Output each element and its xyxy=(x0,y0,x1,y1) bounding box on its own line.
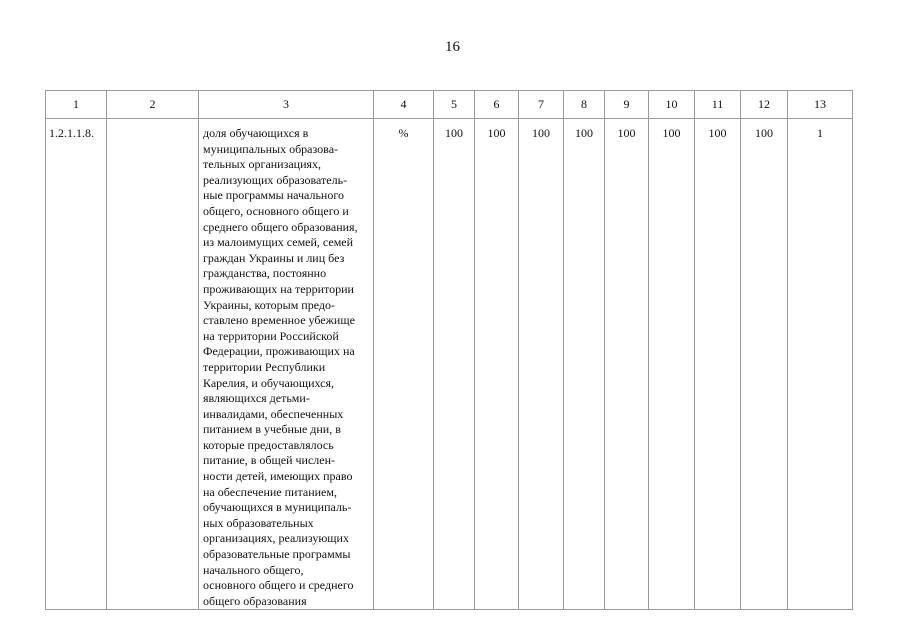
description-line: питание, в общей числен- xyxy=(203,453,336,468)
row-value: 100 xyxy=(564,119,605,610)
row-value: 100 xyxy=(649,119,695,610)
indicators-table xyxy=(45,90,853,610)
description-line: проживающих на территории xyxy=(203,281,354,296)
description-line: реализующих образователь- xyxy=(203,172,348,187)
header-cell: 10 xyxy=(649,91,695,119)
header-cell: 9 xyxy=(605,91,649,119)
row-value: 100 xyxy=(741,119,788,610)
header-cell: 13 xyxy=(788,91,853,119)
description-line: основного общего и среднего xyxy=(203,578,354,593)
description-line: инвалидами, обеспеченных xyxy=(203,406,344,421)
description-line: которые предоставлялось xyxy=(203,437,334,452)
row-description xyxy=(199,119,374,610)
description-line: обучающихся в муниципаль- xyxy=(203,500,352,515)
description-line: ные программы начального xyxy=(203,188,344,203)
header-cell: 4 xyxy=(374,91,434,119)
description-line: организациях, реализующих xyxy=(203,531,349,546)
header-cell: 12 xyxy=(741,91,788,119)
row-unit: % xyxy=(374,119,434,610)
description-line: являющихся детьми- xyxy=(203,391,310,406)
row-col13: 1 xyxy=(788,119,853,610)
description-line: ных образовательных xyxy=(203,515,314,530)
description-line: граждан Украины и лиц без xyxy=(203,250,345,265)
row-code: 1.2.1.1.8. xyxy=(46,119,107,610)
description-line: муниципальных образова- xyxy=(203,141,339,156)
row-col2 xyxy=(107,119,199,610)
description-line: на территории Российской xyxy=(203,328,339,343)
header-cell: 6 xyxy=(475,91,519,119)
header-cell: 3 xyxy=(199,91,374,119)
page-number: 16 xyxy=(445,39,460,55)
description-line: ности детей, имеющих право xyxy=(203,469,353,484)
description-line: общего образования xyxy=(203,593,307,608)
description-line: на обеспечение питанием, xyxy=(203,484,337,499)
description-line: питанием в учебные дни, в xyxy=(203,422,341,437)
description-line: доля обучающихся в xyxy=(203,126,309,140)
description-line: начального общего, xyxy=(203,562,304,577)
header-cell: 2 xyxy=(107,91,199,119)
row-value: 100 xyxy=(475,119,519,610)
row-value: 100 xyxy=(605,119,649,610)
row-value: 100 xyxy=(434,119,475,610)
description-line: Федерации, проживающих на xyxy=(203,344,355,359)
description-line: Карелия, и обучающихся, xyxy=(203,375,334,390)
description-line: ставлено временное убежище xyxy=(203,313,355,328)
description-line: образовательные программы xyxy=(203,547,351,562)
description-line: территории Республики xyxy=(203,359,326,374)
header-cell: 11 xyxy=(695,91,741,119)
description-line: из малоимущих семей, семей xyxy=(203,235,354,250)
table-row xyxy=(46,119,853,610)
row-value: 100 xyxy=(695,119,741,610)
header-cell: 8 xyxy=(564,91,605,119)
description-line: среднего общего образования, xyxy=(203,219,358,234)
description-line: общего, основного общего и xyxy=(203,203,349,218)
description-line: Украины, которым предо- xyxy=(203,297,335,312)
description-line: гражданства, постоянно xyxy=(203,266,327,281)
header-cell: 7 xyxy=(519,91,564,119)
row-value: 100 xyxy=(519,119,564,610)
description-line: тельных организациях, xyxy=(203,157,322,172)
header-cell: 1 xyxy=(46,91,107,119)
header-row xyxy=(46,91,853,119)
header-cell: 5 xyxy=(434,91,475,119)
